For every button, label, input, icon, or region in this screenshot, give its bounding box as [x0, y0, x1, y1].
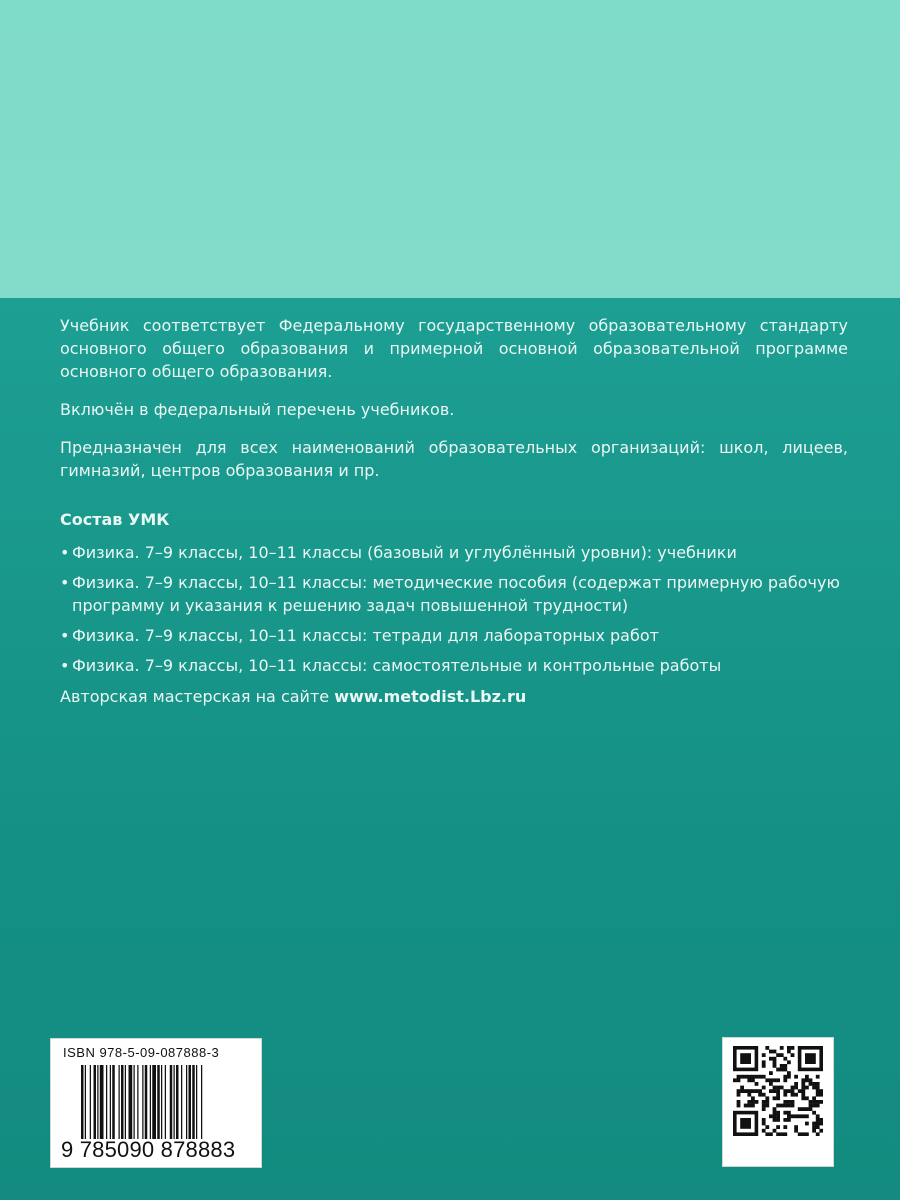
cover-top-band: [0, 0, 900, 298]
umk-list-item: • Физика. 7–9 классы, 10–11 классы: тетради для лабораторных работ: [60, 624, 848, 647]
isbn-barcode-box: [50, 1038, 262, 1168]
author-workshop-label: Авторская мастерская на сайте: [60, 687, 330, 706]
isbn-digits: 9 785090 878883: [61, 1137, 236, 1162]
author-workshop-line: [60, 685, 848, 708]
intended-for-text: Предназначен для всех наименований образовательных организаций: школ, лицеев, гимназий, центров образования и пр.: [60, 438, 848, 480]
cover-text-block: [60, 314, 848, 708]
website-link[interactable]: www.metodist.Lbz.ru: [334, 687, 527, 706]
standard-compliance-text: Учебник соответствует Федеральному государственному образовательному стандарту основного общего образования и примерной основной образовательной программе основного общего образования.: [60, 316, 848, 381]
qr-code-box: [722, 1037, 834, 1167]
umk-list-item: • Физика. 7–9 классы, 10–11 классы: самостоятельные и контрольные работы: [60, 654, 848, 677]
federal-list-text: Включён в федеральный перечень учебников.: [60, 400, 455, 419]
barcode-icon: [79, 1065, 249, 1139]
umk-list-item: • Физика. 7–9 классы, 10–11 классы (базовый и углублённый уровни): учебники: [60, 541, 848, 564]
umk-list-item: • Физика. 7–9 классы, 10–11 классы: методические пособия (содержат примерную рабочую программу и указания к решению задач повышенной трудности): [60, 571, 848, 617]
umk-title: Состав УМК: [60, 510, 170, 529]
qr-code-icon: [733, 1046, 823, 1136]
isbn-number: ISBN 978-5-09-087888-3: [63, 1045, 220, 1060]
umk-list: [60, 541, 848, 677]
